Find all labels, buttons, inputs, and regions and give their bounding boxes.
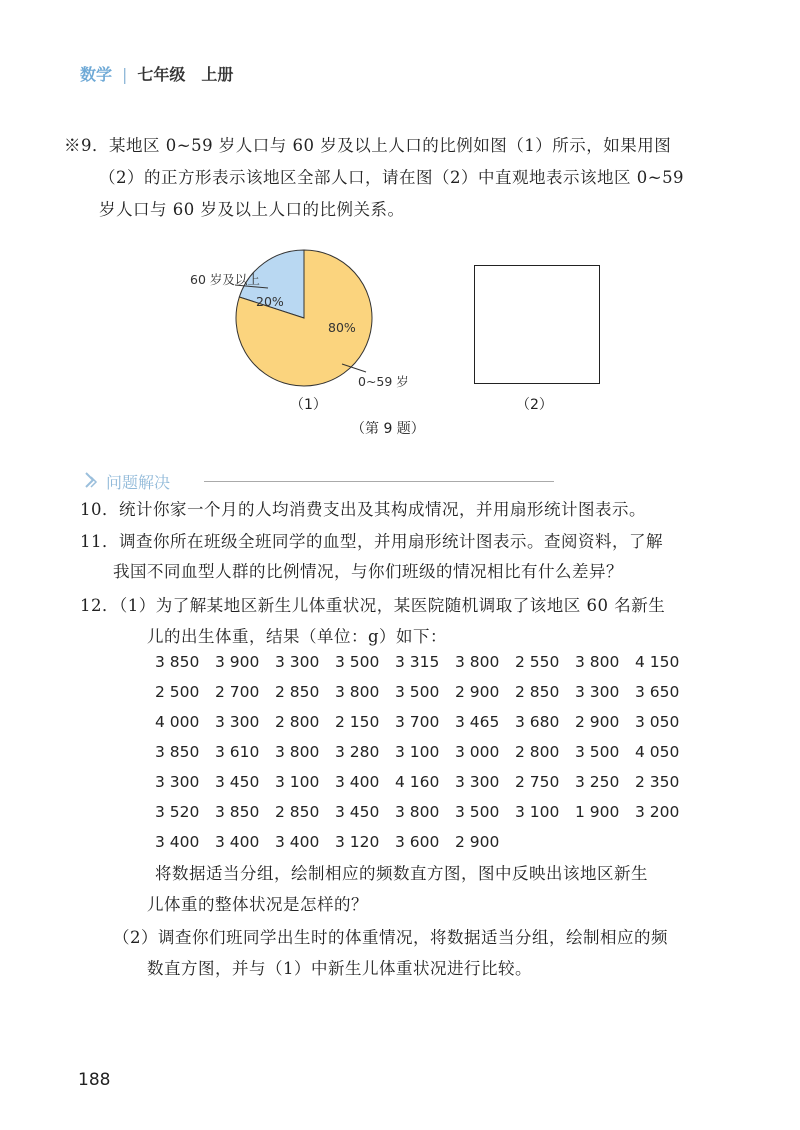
table-cell: 3 500	[395, 683, 440, 701]
table-cell: 3 800	[335, 683, 380, 701]
table-cell: 2 800	[275, 713, 320, 731]
table-cell: 3 850	[155, 743, 200, 761]
table-cell: 3 300	[215, 713, 260, 731]
table-cell: 3 850	[155, 653, 200, 671]
table-cell: 3 680	[515, 713, 560, 731]
table-cell: 3 400	[335, 773, 380, 791]
table-cell: 3 520	[155, 803, 200, 821]
table-cell: 2 550	[515, 653, 560, 671]
table-cell: 3 700	[395, 713, 440, 731]
pie-chart	[170, 248, 440, 398]
subject-label: 数学	[80, 65, 113, 84]
table-row	[155, 647, 695, 677]
q9-line-2: （2）的正方形表示该地区全部人口，请在图（2）中直观地表示该地区 0~59	[99, 168, 685, 187]
table-cell: 3 800	[575, 653, 620, 671]
q12-part1-after-1: 将数据适当分组，绘制相应的频数直方图，图中反映出该地区新生	[155, 864, 648, 883]
fig2-label: （2）	[516, 397, 553, 413]
table-cell: 3 315	[395, 653, 440, 671]
table-cell: 4 160	[395, 773, 440, 791]
pie-value-80: 80%	[328, 320, 356, 335]
table-cell: 3 300	[455, 773, 500, 791]
table-cell: 3 500	[455, 803, 500, 821]
table-cell: 3 100	[515, 803, 560, 821]
fig1-label: （1）	[290, 397, 327, 413]
table-cell: 3 100	[395, 743, 440, 761]
table-cell: 1 900	[575, 803, 620, 821]
table-cell: 3 300	[155, 773, 200, 791]
table-cell: 3 300	[575, 683, 620, 701]
table-row	[155, 797, 695, 827]
table-row	[155, 707, 695, 737]
table-cell: 3 450	[335, 803, 380, 821]
pie-label-60-plus: 60 岁及以上	[190, 272, 260, 287]
table-row	[155, 767, 695, 797]
table-cell: 3 465	[455, 713, 500, 731]
q10-text: 10．统计你家一个月的人均消费支出及其构成情况，并用扇形统计图表示。	[80, 500, 646, 519]
table-cell: 2 900	[455, 833, 500, 851]
table-cell: 2 900	[575, 713, 620, 731]
table-cell: 3 000	[455, 743, 500, 761]
section-rule	[204, 481, 554, 482]
table-row	[155, 677, 695, 707]
table-cell: 2 850	[275, 683, 320, 701]
table-cell: 3 100	[275, 773, 320, 791]
table-cell: 3 400	[275, 833, 320, 851]
q12-part2-line-1: （2）调查你们班同学出生时的体重情况，将数据适当分组，绘制相应的频	[113, 928, 668, 947]
table-cell: 2 150	[335, 713, 380, 731]
table-row	[155, 827, 695, 857]
table-cell: 3 300	[275, 653, 320, 671]
table-cell: 3 800	[455, 653, 500, 671]
table-cell: 2 350	[635, 773, 680, 791]
table-cell: 2 700	[215, 683, 260, 701]
table-cell: 2 800	[515, 743, 560, 761]
q11-line-1: 11．调查你所在班级全班同学的血型，并用扇形统计图表示。查阅资料，了解	[80, 532, 663, 551]
table-cell: 3 450	[215, 773, 260, 791]
table-cell: 3 050	[635, 713, 680, 731]
q12-part1-after-2: 儿体重的整体状况是怎样的？	[147, 895, 368, 914]
page-header	[80, 62, 233, 85]
chevron-right-icon	[84, 471, 100, 489]
table-cell: 4 050	[635, 743, 680, 761]
table-cell: 2 750	[515, 773, 560, 791]
q9-line-3: 岁人口与 60 岁及以上人口的比例关系。	[99, 200, 405, 219]
q12-line-1: 12．（1）为了解某地区新生儿体重状况，某医院随机调取了该地区 60 名新生	[80, 596, 666, 615]
table-cell: 3 800	[275, 743, 320, 761]
table-cell	[635, 827, 695, 857]
pie-label-0-59: 0~59 岁	[358, 374, 409, 389]
q12-part2-line-2: 数直方图，并与（1）中新生儿体重状况进行比较。	[147, 959, 532, 978]
table-cell: 2 850	[275, 803, 320, 821]
table-cell: 3 610	[215, 743, 260, 761]
table-cell: 3 200	[635, 803, 680, 821]
pie-value-20: 20%	[256, 294, 284, 309]
table-cell: 2 850	[515, 683, 560, 701]
table-cell: 3 400	[155, 833, 200, 851]
figure-caption: （第 9 题）	[351, 421, 425, 437]
table-cell	[575, 827, 635, 857]
grade-label: 七年级 上册	[137, 65, 234, 84]
q11-line-2: 我国不同血型人群的比例情况，与你们班级的情况相比有什么差异？	[113, 562, 623, 581]
birth-weight-table	[155, 647, 695, 857]
table-cell: 3 850	[215, 803, 260, 821]
table-cell: 3 500	[335, 653, 380, 671]
empty-square-figure	[474, 265, 600, 384]
page-number: 188	[78, 1070, 111, 1090]
section-title: 问题解决	[106, 473, 171, 492]
table-cell	[515, 827, 575, 857]
table-row	[155, 737, 695, 767]
table-cell: 3 500	[575, 743, 620, 761]
table-cell: 4 000	[155, 713, 200, 731]
table-cell: 2 500	[155, 683, 200, 701]
header-separator: |	[122, 65, 128, 84]
table-cell: 3 650	[635, 683, 680, 701]
table-cell: 3 800	[395, 803, 440, 821]
table-cell: 3 400	[215, 833, 260, 851]
table-cell: 3 120	[335, 833, 380, 851]
table-cell: 4 150	[635, 653, 680, 671]
table-cell: 2 900	[455, 683, 500, 701]
pie-slices	[236, 250, 372, 386]
table-cell: 3 900	[215, 653, 260, 671]
table-cell: 3 280	[335, 743, 380, 761]
q9-line-1: ※9．某地区 0~59 岁人口与 60 岁及以上人口的比例如图（1）所示，如果用图	[64, 136, 672, 155]
q12-line-2: 儿的出生体重，结果（单位：g）如下：	[147, 627, 448, 646]
table-cell: 3 600	[395, 833, 440, 851]
table-cell: 3 250	[575, 773, 620, 791]
